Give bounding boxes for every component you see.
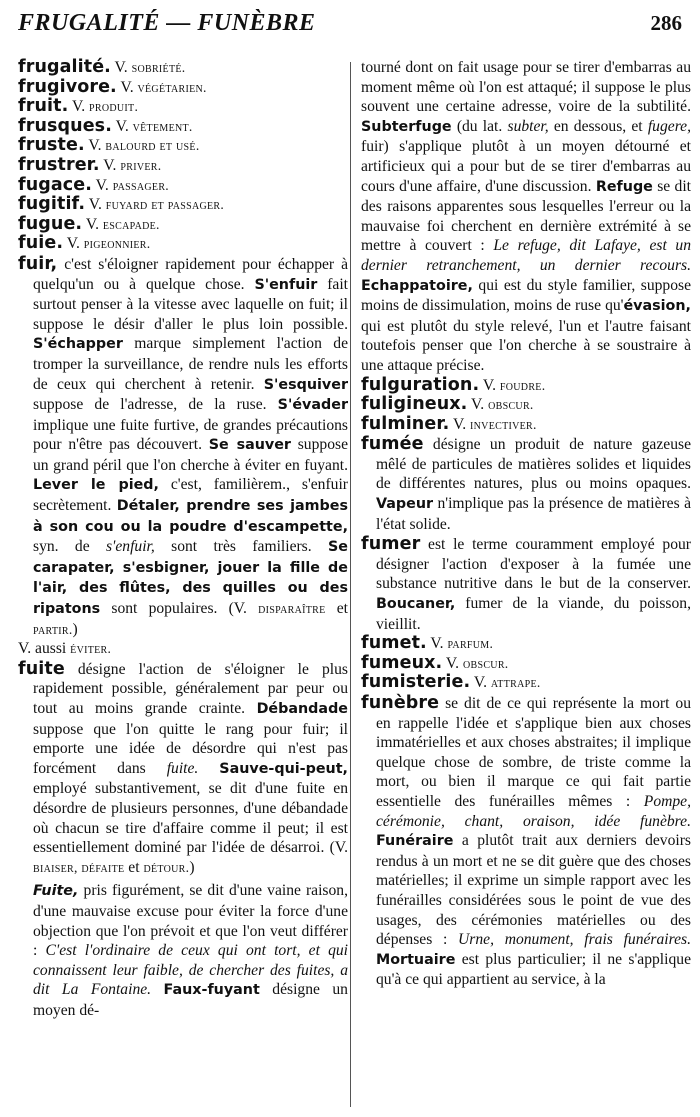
text-segment: Sauve-qui-peut, (219, 760, 348, 777)
text-segment: S'évader (277, 397, 348, 414)
text-segment: syn. de (33, 538, 106, 556)
entry-short (18, 156, 348, 176)
headword: fuir, (18, 253, 58, 274)
text-segment: Boucaner, (376, 596, 456, 613)
text-segment: implique une fuite furtive, de grandes précautions pour n'être pas découvert. (33, 416, 348, 454)
see-marker: V. (66, 235, 80, 253)
text-segment: fumer de la viande, du poisson, vieillit. (376, 595, 691, 633)
text-segment: désigne un produit de nature gazeuse mêlé de particules de matières solides et liquides de différentes natures, plus ou moins opaques. (376, 436, 691, 493)
headword: fuligineux. (361, 394, 468, 415)
see-marker: V. (120, 78, 134, 96)
entry-definition (18, 660, 348, 878)
running-head: FRUGALITÉ — FUNÈBRE (18, 10, 316, 36)
entry-short (18, 78, 348, 98)
see-marker: V. (95, 176, 109, 194)
cross-reference: invectiver. (470, 416, 537, 432)
text-segment: fugere, (647, 117, 692, 135)
text-segment: et (325, 600, 348, 618)
entry-short (18, 195, 348, 215)
headword: fumer (361, 534, 421, 555)
headword: funèbre (361, 693, 440, 713)
headword: frugalité. (18, 57, 111, 77)
text-segment: S'enfuir (254, 276, 318, 293)
headword: fruit. (18, 96, 69, 117)
text-segment: Lever le pied, (33, 477, 159, 494)
text-segment: a plutôt trait aux derniers devoirs rendus à un mort et ne se dit guère que des choses matérielles; il exprime un simple rapport avec les funérailles considérées sous le point de vue des usages, des cérémonies matérielles ou des dépenses : (376, 832, 691, 949)
text-segment: Se carapater, s'esbigner, jouer la fille de l'air, des flûtes, des quilles ou des ripatons (33, 539, 348, 618)
text-segment: subter, (507, 117, 549, 135)
see-marker: V. (471, 396, 485, 414)
text-segment: se dit des raisons apparentes sous lesquelles l'erreur ou la mauvaise foi cherchent en dernière extrémité à se mettre à couvert : (361, 177, 692, 255)
cross-reference: balourd et usé. (105, 138, 200, 154)
text-segment: Se sauver (208, 437, 291, 454)
text-segment: qui est plutôt du style relevé, l'un et l'autre faisant toutefois penser que l'on cherche à se soustraire à une attaque précise. (361, 317, 691, 374)
text-segment: s'enfuir, (105, 538, 155, 556)
text-segment: S'esquiver (263, 376, 348, 393)
text-segment: employé substantivement, se dit d'une fuite en désordre de plusieurs personnes, d'une débandade où chacun se tire d'affaire comme il peut; il est essentiellement dominé par l'idée de désarroi. (V. (33, 780, 348, 857)
headword: fumée (361, 434, 424, 455)
text-segment: biaiser, défaite (33, 859, 125, 875)
entry-short (361, 634, 691, 654)
text-segment: désigne un moyen dé- (33, 981, 348, 1019)
text-segment: est plus particulier; il ne s'applique qu'à ce qui appartient au service, à la (376, 950, 691, 989)
text-segment: et (124, 858, 144, 876)
text-segment: partir. (33, 621, 73, 637)
text-segment: tourné dont on fait usage pour se tirer d'embarras au moment même où l'on est attaqué; il suppose le plus souvent une certaine adresse, voire de la subtilité. (361, 59, 691, 116)
see-marker: V. (430, 635, 444, 653)
text-segment: Faux-fuyant (163, 982, 260, 999)
text-segment: sont populaires. (V. (100, 600, 259, 618)
text-segment: c'est s'éloigner rapidement pour échapper à quelqu'un ou à quelque chose. (33, 255, 348, 293)
text-segment: fuite. (166, 759, 199, 777)
text-segment: Subterfuge (361, 118, 452, 135)
text-segment: Mortuaire (376, 951, 456, 968)
see-also-lead: V. aussi (18, 640, 67, 658)
headword: fugue. (18, 213, 83, 234)
cross-reference: priver. (120, 157, 162, 173)
headword: fumet. (361, 633, 427, 654)
cross-reference: sobriété. (131, 60, 186, 75)
cross-reference: pigeonnier. (83, 236, 151, 252)
right-column (361, 58, 691, 990)
headword: frusques. (18, 115, 112, 136)
text-segment: marque simplement l'action de tromper la surveillance, de rendre nuls les efforts de ceux qui cherchent à retenir. (33, 335, 348, 393)
text-segment (151, 981, 163, 998)
cross-reference: vêtement. (132, 118, 193, 134)
text-segment: ) (72, 620, 78, 638)
entry-short (361, 673, 691, 693)
text-segment: en dessous, et (548, 117, 648, 135)
see-marker: V. (445, 654, 460, 672)
see-marker: V. (103, 156, 117, 174)
text-segment: Fuite, (33, 883, 79, 900)
headword: frustrer. (18, 154, 100, 175)
entry-short (361, 654, 691, 674)
text-segment: se dit de ce qui représente la mort ou en rappelle l'idée et s'applique bien aux choses immatérielles et aux choses abstraites; il implique quelque chose de sombre, de triste comme la mort, ou bien il marque ce qui fait partie essentielle des funérailles mêmes : (376, 695, 691, 810)
entry-definition (361, 694, 691, 990)
cross-reference: attrape. (490, 675, 541, 691)
entry-short (18, 215, 348, 235)
see-marker: V. (71, 98, 86, 116)
headword: fulminer. (361, 413, 450, 434)
text-segment: désigne l'action de s'éloigner le plus rapidement possible, généralement par peur ou tout au moins grande crainte. (33, 660, 348, 717)
entry-paragraph (361, 58, 691, 376)
cross-reference: escapade. (102, 216, 160, 232)
headword: fuie. (18, 233, 64, 254)
cross-reference: végétarien. (137, 79, 207, 95)
see-also (18, 639, 348, 659)
text-segment: est le terme couramment employé pour désigner l'action d'exposer à la fumée une substance nutritive dans le but de la conserver. (376, 536, 691, 593)
entry-definition (361, 435, 691, 534)
entry-short (361, 376, 691, 396)
headword: fumeux. (361, 652, 443, 673)
text-segment: S'échapper (33, 336, 123, 353)
text-segment: Refuge (595, 178, 653, 195)
text-segment: détour. (143, 859, 190, 875)
headword: fumisterie. (361, 672, 471, 693)
entry-short (18, 234, 348, 254)
headword: fuite (18, 658, 65, 679)
entry-short (18, 136, 348, 156)
text-segment: sont très familiers. (154, 538, 328, 556)
see-marker: V. (482, 376, 496, 394)
page-number: 286 (650, 11, 682, 35)
cross-reference: parfum. (447, 636, 494, 652)
headword: frugivore. (18, 76, 117, 97)
cross-reference: éviter. (70, 641, 112, 657)
entry-paragraph (18, 881, 348, 1020)
cross-reference: passager. (112, 177, 169, 193)
see-marker: V. (473, 674, 487, 692)
see-marker: V. (115, 117, 129, 135)
text-segment: (du lat. (451, 117, 508, 135)
text-segment: Urne, monument, frais funéraires. (458, 931, 692, 949)
column-divider (350, 62, 351, 1107)
text-segment: n'implique pas la présence de matières à l'état solide. (376, 495, 691, 533)
text-segment: disparaître (258, 601, 326, 617)
text-segment: ) (189, 858, 195, 876)
cross-reference: obscur. (462, 655, 509, 671)
entry-short (18, 97, 348, 117)
text-segment: Détaler, prendre ses jambes à son cou ou la poudre d'escampette, (33, 498, 348, 535)
headword: fugace. (18, 174, 92, 195)
text-segment: Echappatoire, (361, 277, 473, 294)
text-segment (198, 760, 219, 777)
text-segment: évasion, (623, 298, 691, 315)
cross-reference: obscur. (488, 397, 534, 413)
see-marker: V. (88, 137, 102, 155)
text-segment: C'est l'ordinaire de ceux qui ont tort, et qui connaissent leur faible, de chercher des fuites, a dit La Fontaine. (33, 942, 349, 999)
cross-reference: fuyard et passager. (105, 197, 225, 213)
headword: fruste. (18, 135, 85, 156)
see-marker: V. (88, 196, 102, 214)
entry-definition (361, 535, 691, 634)
text-segment: suppose un grand péril que l'on cherche à éviter en fuyant. (33, 436, 348, 474)
headword: fugitif. (18, 194, 86, 215)
text-segment: Le refuge, dit Lafaye, est un dernier retranchement, un dernier recours. (361, 237, 691, 274)
headword: fulguration. (361, 374, 480, 395)
entry-short (361, 415, 691, 435)
entry-definition (18, 255, 348, 659)
see-marker: V. (85, 215, 99, 233)
entry-short (18, 176, 348, 196)
text-segment: Funéraire (376, 833, 454, 850)
text-segment: qui est du style familier, suppose moins de dissimulation, moins de ruse qu' (361, 276, 691, 315)
text-segment: Pompe, cérémonie, chant, oraison, idée funèbre. (376, 792, 691, 830)
text-segment: pris figurément, se dit d'une vaine raison, d'une mauvaise excuse pour éviter la force d'une objection que l'on prévoit et que l'on veut différer : (33, 882, 348, 960)
text-segment: Vapeur (376, 496, 434, 513)
cross-reference: foudre. (499, 377, 546, 393)
see-marker: V. (114, 59, 128, 76)
page-header (18, 10, 682, 44)
see-marker: V. (452, 415, 467, 433)
entry-short (18, 117, 348, 137)
text-segment: suppose que l'on quitte le rang pour fuir; il emporte une idée de désordre qui n'est pas forcément dans (33, 720, 348, 777)
text-segment: fait surtout penser à la vitesse avec laquelle on fuit; il suppose le désir d'aller le plus loin possible. (33, 275, 348, 333)
text-segment: Débandade (256, 701, 348, 717)
cross-reference: produit. (89, 99, 139, 115)
text-segment: fuir) s'applique plutôt à un moyen détourné et artificieux qui a pour but de se tirer d'embarras au cours d'une affaire, d'une discussion. (361, 138, 691, 195)
left-column (18, 58, 348, 1021)
text-segment: c'est, familièrem., s'enfuir secrètement. (33, 476, 348, 515)
entry-short (361, 395, 691, 415)
entry-short (18, 58, 348, 78)
text-segment: suppose de l'adresse, de la ruse. (33, 396, 278, 414)
